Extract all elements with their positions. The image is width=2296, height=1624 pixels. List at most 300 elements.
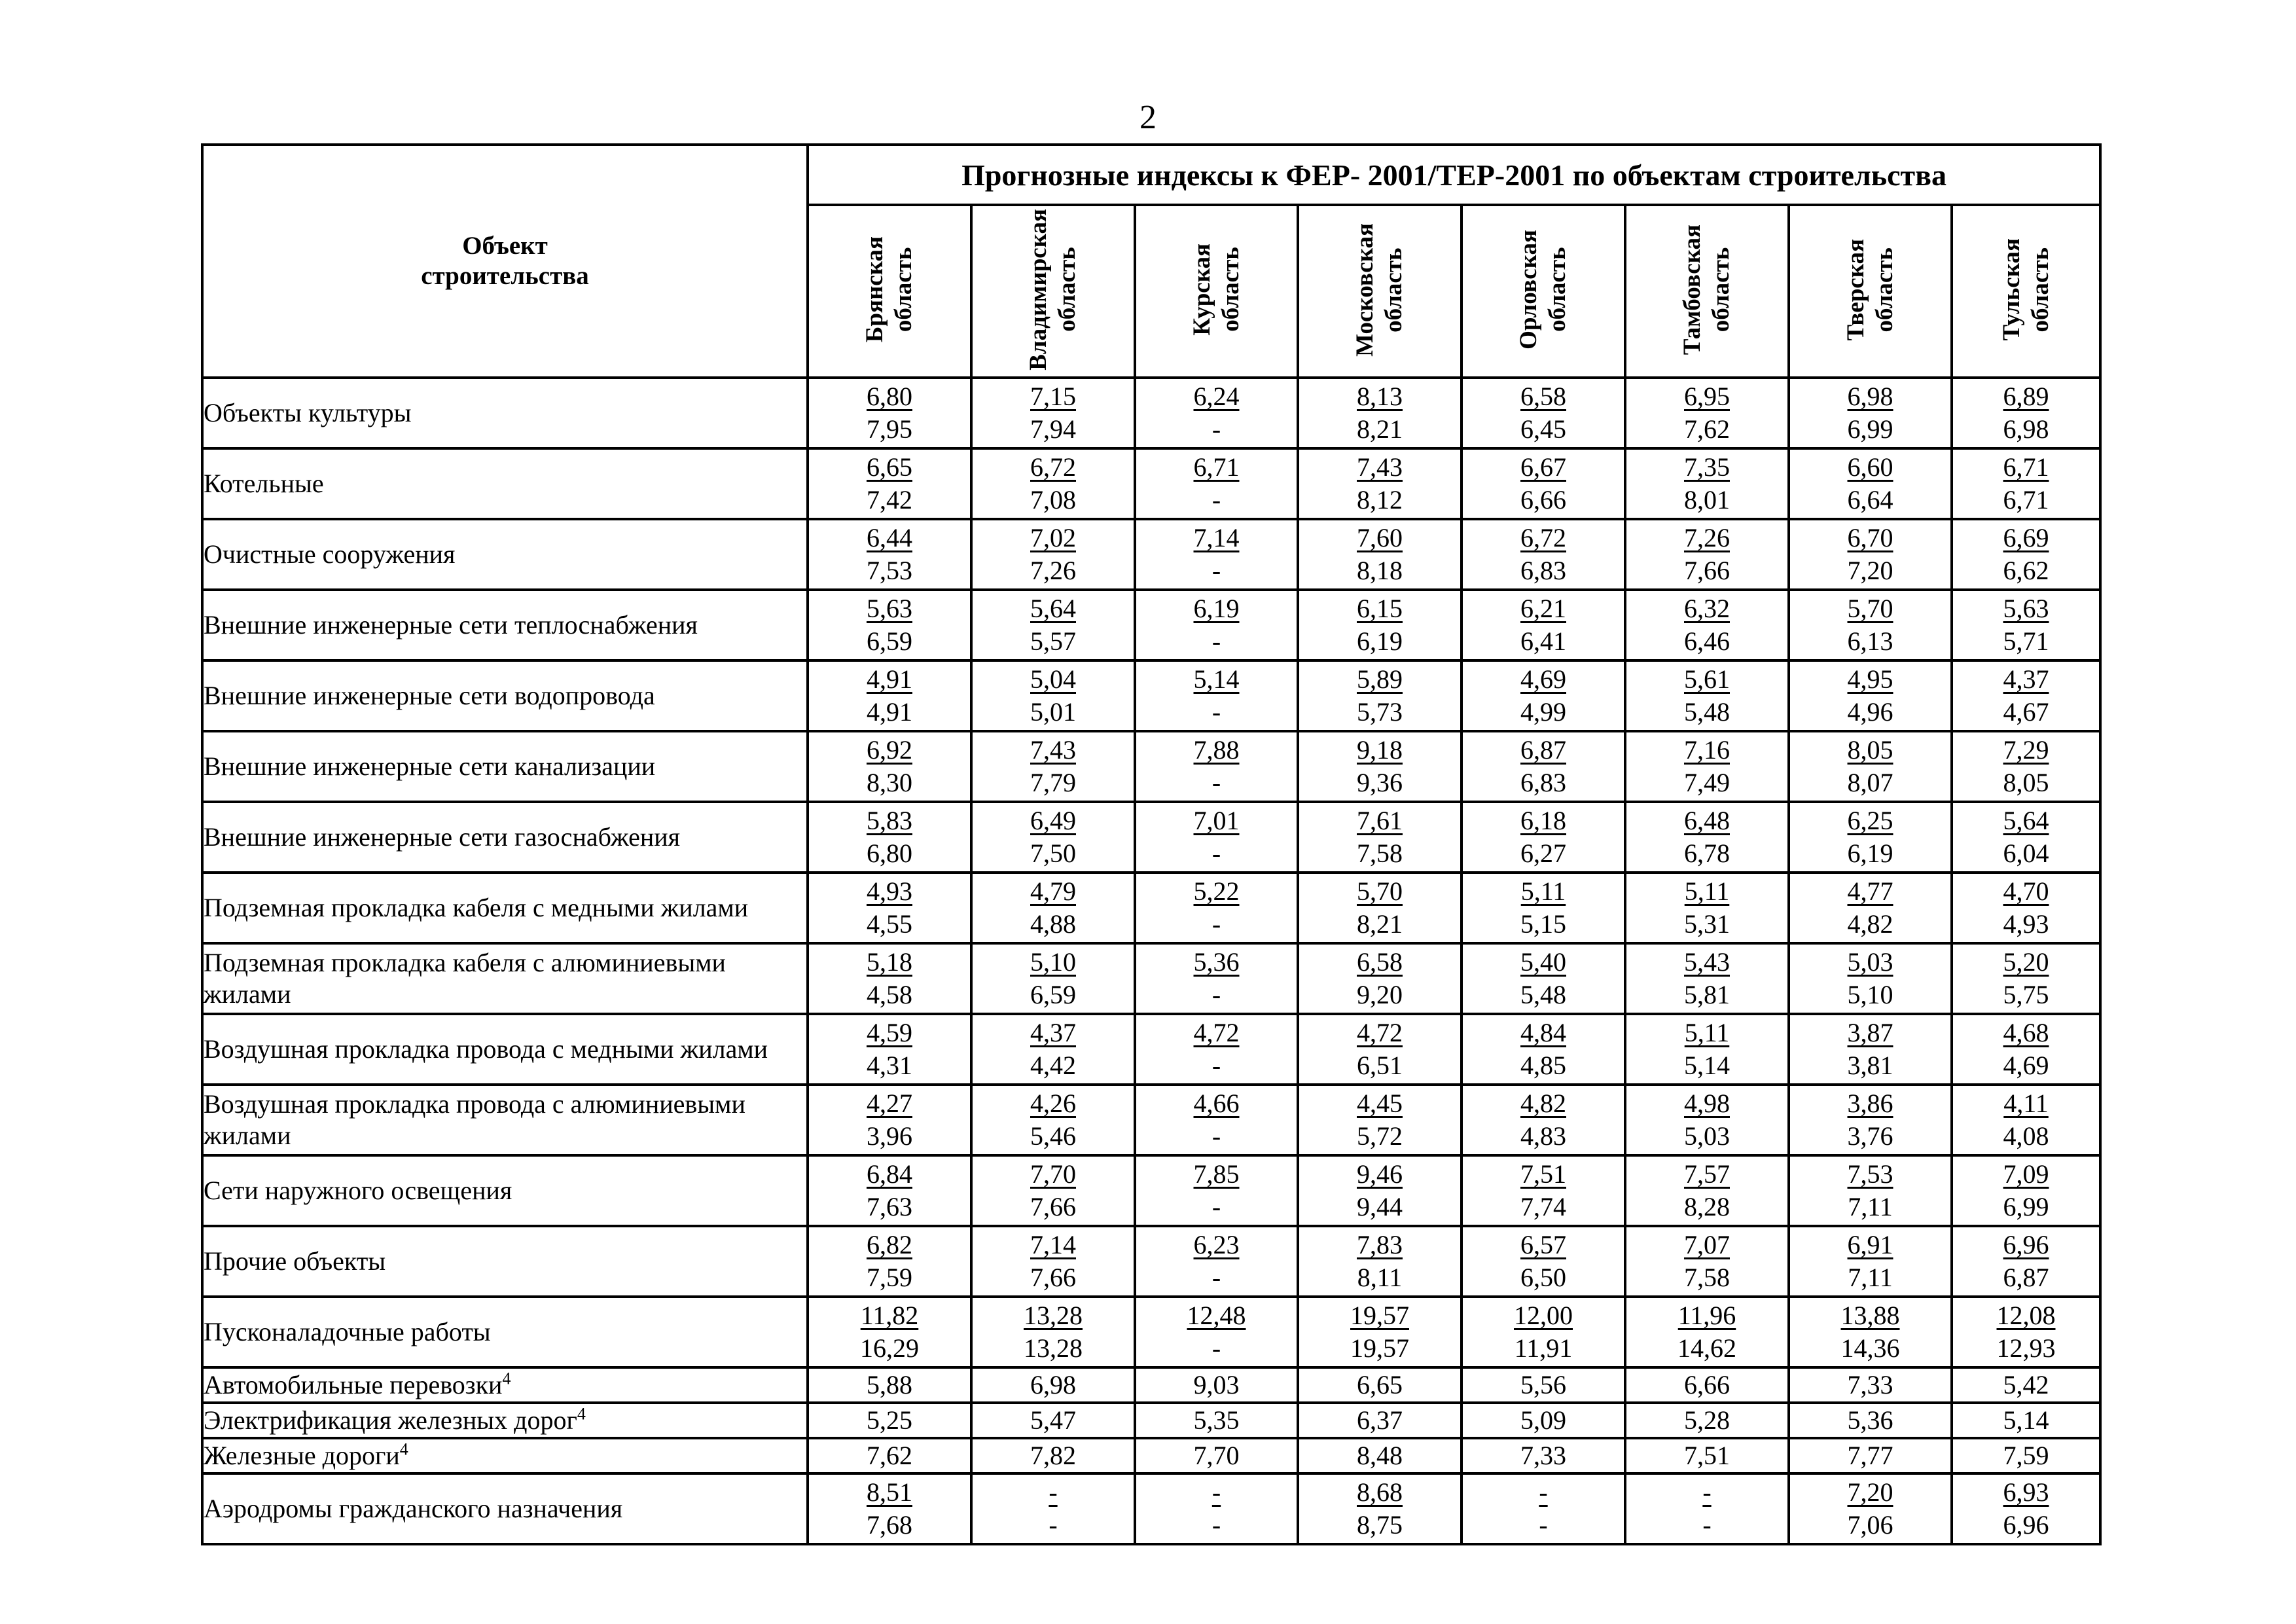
region-header (808, 205, 971, 378)
index-value-fer (1299, 522, 1460, 554)
object-name: Котельные (204, 469, 324, 498)
index-value-fer (1953, 734, 2099, 767)
index-cell (1135, 1155, 1298, 1226)
object-name-cell (202, 519, 808, 590)
index-cell (808, 802, 971, 873)
index-cell (1952, 448, 2100, 519)
table-row (202, 448, 2100, 519)
object-name: Аэродромы гражданского назначения (204, 1494, 623, 1523)
index-cell (1952, 1155, 2100, 1226)
index-value-fer (1136, 663, 1297, 696)
region-label (1024, 209, 1082, 370)
region-name: Курская (1188, 244, 1215, 336)
index-value-ter: 7,66 (1030, 1263, 1076, 1292)
index-value-underlined: 7,29 (2003, 735, 2049, 765)
index-value-fer (1136, 380, 1297, 413)
index-value-underlined: 5,18 (867, 947, 912, 977)
index-value-underlined: 6,93 (2003, 1477, 2049, 1507)
index-value-underlined: 5,70 (1847, 594, 1893, 623)
index-value-underlined: 5,43 (1684, 947, 1730, 977)
index-cell (1789, 1155, 1952, 1226)
index-value-underlined: 6,91 (1847, 1230, 1893, 1259)
index-value-fer (1790, 946, 1950, 979)
index-value-ter: 7,42 (867, 485, 912, 514)
object-name-cell (202, 1297, 808, 1367)
index-value-fer (1299, 734, 1460, 767)
index-value-fer (1136, 1299, 1297, 1332)
index-value-fer (1790, 592, 1950, 625)
index-value-ter: 6,78 (1684, 839, 1730, 868)
index-value-fer (1953, 804, 2099, 837)
index-cell (1298, 448, 1462, 519)
index-value-fer (973, 804, 1134, 837)
index-value-ter: 6,19 (1847, 839, 1893, 868)
index-cell (971, 1226, 1135, 1297)
index-value-fer (1136, 1087, 1297, 1120)
index-value-underlined: 8,68 (1357, 1477, 1403, 1507)
index-value-ter: 12,93 (1996, 1333, 2056, 1363)
index-value-fer (1463, 1017, 1624, 1049)
object-name-cell (202, 943, 808, 1014)
index-value: 5,56 (1520, 1370, 1566, 1399)
index-value-fer (1626, 451, 1787, 484)
index-value-underlined: 6,19 (1193, 594, 1240, 623)
region-name: Московская (1352, 223, 1378, 357)
index-value-underlined: 6,57 (1520, 1230, 1566, 1259)
region-header (1625, 205, 1789, 378)
index-cell (1625, 660, 1789, 731)
index-cell (1135, 802, 1298, 873)
index-value-underlined: 7,83 (1357, 1230, 1403, 1259)
object-name: Пусконаладочные работы (204, 1317, 491, 1346)
index-value-underlined: 7,09 (2003, 1159, 2049, 1189)
index-value-ter: - (1211, 414, 1221, 444)
object-name: Прочие объекты (204, 1246, 386, 1276)
index-value-fer (973, 592, 1134, 625)
index-value-fer (1299, 1158, 1460, 1191)
index-value-fer (973, 1158, 1134, 1191)
object-name: Сети наружного освещения (204, 1176, 512, 1205)
index-cell (971, 802, 1135, 873)
index-value-ter: 5,72 (1357, 1121, 1403, 1151)
index-value-ter: 14,62 (1677, 1333, 1736, 1363)
index-value-fer (1463, 946, 1624, 979)
index-value-underlined: 6,65 (867, 452, 912, 482)
index-cell (1298, 943, 1462, 1014)
index-value-ter: 5,48 (1520, 980, 1566, 1009)
region-suffix: область (1217, 247, 1244, 333)
index-value-fer (1626, 804, 1787, 837)
index-value-underlined: 6,69 (2003, 523, 2049, 552)
index-value-underlined: 7,15 (1030, 382, 1076, 411)
index-cell (1625, 1438, 1789, 1473)
index-value-fer (1299, 592, 1460, 625)
index-value-underlined: - (1211, 1477, 1221, 1507)
index-value-fer (1626, 734, 1787, 767)
object-name-cell (202, 1085, 808, 1155)
index-value-underlined: 4,91 (867, 664, 912, 694)
index-cell (1625, 873, 1789, 943)
index-value-fer (1136, 522, 1297, 554)
table-row (202, 1014, 2100, 1085)
region-name: Орловская (1515, 230, 1542, 350)
index-value-fer (1626, 875, 1787, 908)
index-cell (1462, 1226, 1625, 1297)
index-value-underlined: 8,05 (1847, 735, 1893, 765)
index-value-ter: 4,69 (2003, 1051, 2049, 1080)
index-value-ter: - (1211, 839, 1221, 868)
index-value-fer (1299, 451, 1460, 484)
index-value-underlined: 4,72 (1357, 1018, 1403, 1047)
index-cell (808, 590, 971, 660)
object-name-cell (202, 660, 808, 731)
index-value-ter: 6,27 (1520, 839, 1566, 868)
index-cell (808, 1014, 971, 1085)
object-header-line-2: строительства (421, 262, 589, 290)
index-value-ter: 4,67 (2003, 697, 2049, 727)
index-value-fer (1790, 522, 1950, 554)
index-cell (1625, 1297, 1789, 1367)
index-value-fer (1136, 592, 1297, 625)
index-value-fer (1136, 1476, 1297, 1509)
index-value-fer (973, 451, 1134, 484)
index-value-underlined: 6,92 (867, 735, 912, 765)
index-value-ter: 4,96 (1847, 697, 1893, 727)
index-value-underlined: 6,72 (1520, 523, 1566, 552)
index-value-underlined: - (1049, 1477, 1058, 1507)
index-value-fer (809, 1158, 970, 1191)
region-suffix: область (1380, 247, 1407, 333)
index-value: 5,09 (1520, 1405, 1566, 1435)
index-cell (1135, 943, 1298, 1014)
index-value-fer (1299, 1087, 1460, 1120)
index-value-fer (1299, 1017, 1460, 1049)
index-value-ter: 6,64 (1847, 485, 1893, 514)
index-value-fer (1463, 1229, 1624, 1261)
index-value-ter: 5,75 (2003, 980, 2049, 1009)
index-value-underlined: 13,28 (1024, 1301, 1083, 1330)
index-value: 5,47 (1030, 1405, 1076, 1435)
index-value-fer (1790, 663, 1950, 696)
index-cell (1625, 802, 1789, 873)
index-value-ter: 19,57 (1350, 1333, 1409, 1363)
index-value-underlined: 7,70 (1030, 1159, 1076, 1189)
index-cell (1789, 378, 1952, 448)
index-value-underlined: 6,15 (1357, 594, 1403, 623)
index-value-fer (973, 1017, 1134, 1049)
index-cell (1462, 731, 1625, 802)
index-value-underlined: 5,64 (1030, 594, 1076, 623)
index-value: 5,14 (2003, 1405, 2049, 1435)
index-value: 7,33 (1847, 1370, 1893, 1399)
index-value-ter: 3,76 (1847, 1121, 1893, 1151)
page-number: 2 (1139, 99, 1157, 136)
region-suffix: область (2026, 247, 2054, 333)
object-name-cell (202, 378, 808, 448)
index-value-ter: 6,41 (1520, 626, 1566, 656)
object-name: Железные дороги (204, 1441, 400, 1470)
region-suffix: область (1054, 247, 1081, 333)
index-cell (1625, 1367, 1789, 1403)
index-value-ter: 7,94 (1030, 414, 1076, 444)
index-value-fer (809, 451, 970, 484)
index-value-ter: 7,26 (1030, 556, 1076, 585)
object-name: Электрификация железных дорог (204, 1405, 577, 1435)
index-cell (1789, 873, 1952, 943)
index-value-fer (1463, 451, 1624, 484)
footnote-marker: 4 (502, 1369, 511, 1388)
index-value-fer (1626, 1087, 1787, 1120)
index-cell (1952, 1438, 2100, 1473)
index-cell (1789, 731, 1952, 802)
index-value-ter: 11,91 (1514, 1333, 1573, 1363)
index-value-ter: 4,83 (1520, 1121, 1566, 1151)
index-value-underlined: 6,58 (1520, 382, 1566, 411)
index-value-fer (1299, 1299, 1460, 1332)
index-value-ter: 6,19 (1357, 626, 1403, 656)
index-value-underlined: 5,64 (2003, 806, 2049, 835)
index-value-fer (1299, 804, 1460, 837)
index-value-underlined: 7,57 (1684, 1159, 1730, 1189)
index-cell (1462, 1155, 1625, 1226)
index-value-ter: 5,10 (1847, 980, 1893, 1009)
index-value-ter: 6,99 (1847, 414, 1893, 444)
index-cell (1789, 1473, 1952, 1544)
index-value-ter: 6,13 (1847, 626, 1893, 656)
index-cell (1789, 1226, 1952, 1297)
index-value-ter: 5,15 (1520, 909, 1566, 939)
index-value-ter: 8,05 (2003, 768, 2049, 797)
index-value-ter: 8,18 (1357, 556, 1403, 585)
table-row (202, 802, 2100, 873)
index-value-underlined: 6,95 (1684, 382, 1730, 411)
index-value-underlined: 6,71 (2003, 452, 2049, 482)
index-value-fer (809, 380, 970, 413)
index-value-underlined: 5,40 (1520, 947, 1566, 977)
index-value-fer (973, 1087, 1134, 1120)
index-cell (1135, 1014, 1298, 1085)
object-name: Воздушная прокладка провода с алюминиевыми жилами (204, 1089, 745, 1150)
index-cell (1625, 731, 1789, 802)
index-cell (1625, 378, 1789, 448)
index-value-ter: 6,96 (2003, 1510, 2049, 1540)
region-header (1135, 205, 1298, 378)
index-value-fer (1953, 875, 2099, 908)
index-value-fer (1953, 946, 2099, 979)
index-value-underlined: 5,20 (2003, 947, 2049, 977)
table-row (202, 1403, 2100, 1438)
index-cell (1789, 590, 1952, 660)
index-value-ter: 4,91 (867, 697, 912, 727)
region-suffix: область (1544, 247, 1571, 333)
index-value-underlined: 3,87 (1847, 1018, 1893, 1047)
index-value-underlined: 6,49 (1030, 806, 1076, 835)
index-value-underlined: 7,07 (1684, 1230, 1730, 1259)
index-value-underlined: 12,00 (1514, 1301, 1573, 1330)
index-value-underlined: 6,98 (1847, 382, 1893, 411)
footnote-marker: 4 (577, 1404, 586, 1424)
region-label (1998, 238, 2055, 340)
index-cell (1625, 943, 1789, 1014)
index-value-fer (809, 1087, 970, 1120)
index-cell (808, 1367, 971, 1403)
index-value-underlined: 7,02 (1030, 523, 1076, 552)
index-cell (808, 1085, 971, 1155)
index-value-ter: 4,31 (867, 1051, 912, 1080)
index-cell (1462, 873, 1625, 943)
index-value-ter: - (1211, 768, 1221, 797)
index-value-ter: 8,07 (1847, 768, 1893, 797)
index-value-ter: - (1211, 556, 1221, 585)
index-value-fer (973, 1229, 1134, 1261)
index-value-fer (1299, 1476, 1460, 1509)
index-value-underlined: 6,80 (867, 382, 912, 411)
index-cell (1462, 802, 1625, 873)
index-cell (1625, 1473, 1789, 1544)
index-cell (1952, 731, 2100, 802)
index-value-ter: 5,81 (1684, 980, 1730, 1009)
index-cell (971, 1367, 1135, 1403)
index-value-fer (1790, 1158, 1950, 1191)
index-value-fer (1626, 946, 1787, 979)
object-name-cell (202, 448, 808, 519)
index-value: 7,33 (1520, 1441, 1566, 1470)
index-value-fer (809, 1476, 970, 1509)
index-value-ter: 4,93 (2003, 909, 2049, 939)
index-value-underlined: 4,59 (867, 1018, 912, 1047)
index-cell (808, 1155, 971, 1226)
index-value-ter: 5,71 (2003, 626, 2049, 656)
index-value-fer (1299, 1229, 1460, 1261)
index-cell (1135, 1226, 1298, 1297)
index-value-ter: 8,75 (1357, 1510, 1403, 1540)
index-value-ter: 13,28 (1024, 1333, 1083, 1363)
index-value-fer (1463, 380, 1624, 413)
index-cell (1298, 1438, 1462, 1473)
object-name: Внешние инженерные сети канализации (204, 751, 656, 781)
index-cell (971, 1085, 1135, 1155)
index-value-ter: 7,74 (1520, 1192, 1566, 1221)
index-cell (971, 873, 1135, 943)
index-value-fer (1136, 946, 1297, 979)
index-cell (1135, 873, 1298, 943)
index-value-fer (1136, 804, 1297, 837)
index-cell (1625, 1403, 1789, 1438)
index-value-underlined: 5,22 (1193, 876, 1240, 906)
index-value-ter: 7,66 (1030, 1192, 1076, 1221)
index-value-underlined: 4,68 (2003, 1018, 2049, 1047)
index-value-ter: 4,58 (867, 980, 912, 1009)
index-value-underlined: 6,18 (1520, 806, 1566, 835)
index-value-ter: 7,63 (867, 1192, 912, 1221)
object-name: Воздушная прокладка провода с медными жилами (204, 1034, 768, 1064)
object-name-cell (202, 1226, 808, 1297)
index-cell (808, 1297, 971, 1367)
index-value-ter: 8,12 (1357, 485, 1403, 514)
index-value-underlined: 4,79 (1030, 876, 1076, 906)
index-value-underlined: 9,46 (1357, 1159, 1403, 1189)
region-label (861, 236, 918, 342)
index-value-underlined: 6,82 (867, 1230, 912, 1259)
index-cell (1952, 802, 2100, 873)
index-value-underlined: 4,37 (1030, 1018, 1076, 1047)
index-value-underlined: 5,63 (2003, 594, 2049, 623)
index-value: 5,28 (1684, 1405, 1730, 1435)
index-value-underlined: 6,48 (1684, 806, 1730, 835)
index-value-fer (1463, 522, 1624, 554)
index-value-underlined: 6,87 (1520, 735, 1566, 765)
index-cell (1952, 1226, 2100, 1297)
index-value-underlined: 5,03 (1847, 947, 1893, 977)
table-row (202, 943, 2100, 1014)
index-value-underlined: 7,85 (1193, 1159, 1240, 1189)
index-value-ter: - (1539, 1510, 1548, 1540)
index-value-underlined: 5,70 (1357, 876, 1403, 906)
table-row (202, 1297, 2100, 1367)
index-value-ter: 8,30 (867, 768, 912, 797)
index-cell (1462, 590, 1625, 660)
index-value-fer (809, 734, 970, 767)
index-cell (1625, 519, 1789, 590)
index-value-fer (1463, 875, 1624, 908)
index-value-underlined: 6,58 (1357, 947, 1403, 977)
index-cell (1789, 1014, 1952, 1085)
index-value-fer (1953, 663, 2099, 696)
index-value-underlined: 6,24 (1193, 382, 1240, 411)
index-cell (1298, 873, 1462, 943)
index-value-fer (809, 875, 970, 908)
index-value-underlined: 3,86 (1847, 1089, 1893, 1118)
index-value-fer (1953, 522, 2099, 554)
index-value-fer (1463, 592, 1624, 625)
index-cell (971, 1438, 1135, 1473)
index-value-fer (973, 522, 1134, 554)
index-cell (1135, 378, 1298, 448)
index-value-fer (809, 946, 970, 979)
index-value-fer (973, 875, 1134, 908)
index-cell (971, 1403, 1135, 1438)
index-value-fer (1953, 1299, 2099, 1332)
index-cell (1952, 660, 2100, 731)
index-value-ter: 6,50 (1520, 1263, 1566, 1292)
index-value-fer (1953, 1229, 2099, 1261)
index-value-ter: 6,99 (2003, 1192, 2049, 1221)
index-value-ter: 6,04 (2003, 839, 2049, 868)
index-value-underlined: 6,21 (1520, 594, 1566, 623)
index-cell (1952, 590, 2100, 660)
table-row (202, 1085, 2100, 1155)
index-value-underlined: 5,36 (1193, 947, 1240, 977)
index-value-underlined: 6,84 (867, 1159, 912, 1189)
index-value-fer (973, 734, 1134, 767)
index-cell (971, 1014, 1135, 1085)
index-value-underlined: 12,08 (1996, 1301, 2056, 1330)
index-value-fer (1463, 1158, 1624, 1191)
object-name-cell (202, 1367, 808, 1403)
index-value-ter: 6,71 (2003, 485, 2049, 514)
index-value-fer (1790, 804, 1950, 837)
index-value-fer (1953, 1087, 2099, 1120)
group-title: Прогнозные индексы к ФЕР- 2001/ТЕР-2001 по объектам строительства (808, 145, 2100, 205)
index-cell (1462, 519, 1625, 590)
index-cell (1952, 1014, 2100, 1085)
index-value-ter: 4,99 (1520, 697, 1566, 727)
index-value-underlined: 7,88 (1193, 735, 1240, 765)
index-cell (1625, 1014, 1789, 1085)
table-body (202, 378, 2100, 1544)
index-value-underlined: 12,48 (1187, 1301, 1246, 1330)
table-row (202, 1473, 2100, 1544)
